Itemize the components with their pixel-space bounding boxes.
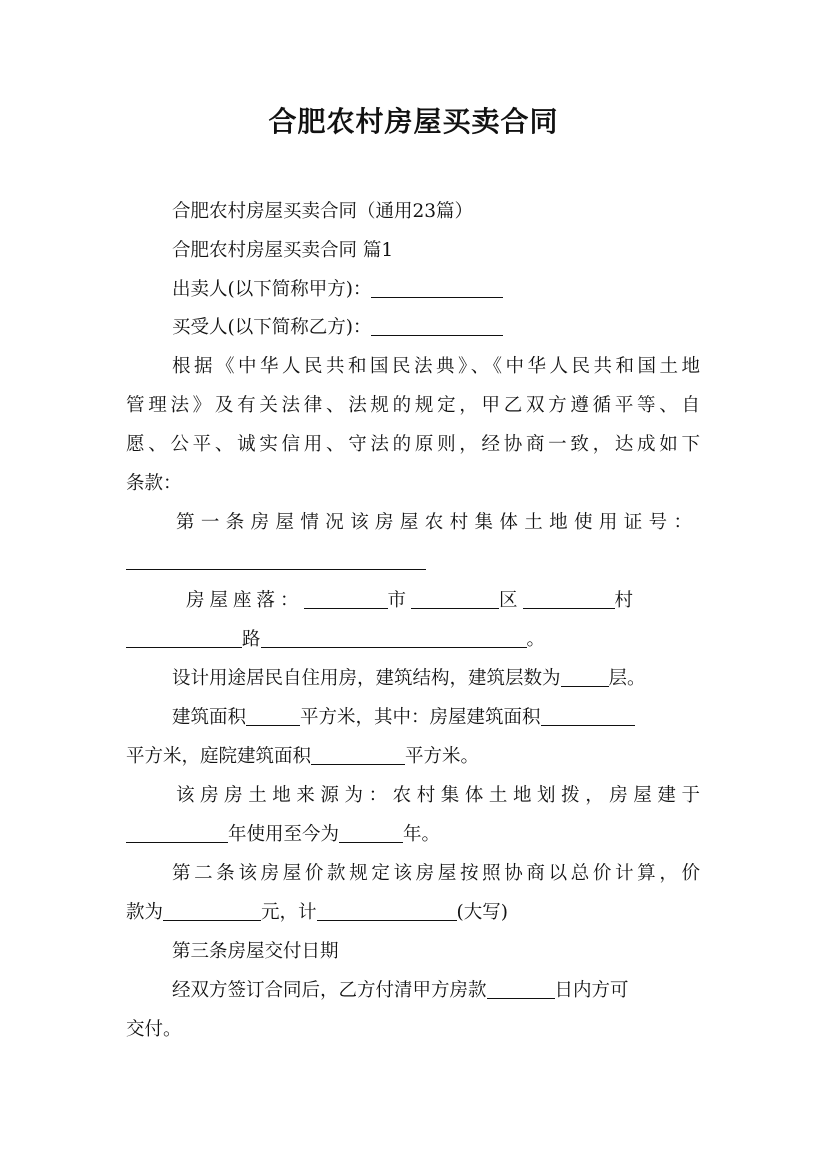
article-3-heading: 第三条房屋交付日期 (172, 941, 339, 962)
village-label: 村 (614, 590, 639, 611)
area-line (172, 706, 635, 730)
section-heading: 合肥农村房屋买卖合同 篇1 (172, 240, 394, 261)
road-blank (261, 629, 527, 648)
road-line (126, 628, 545, 652)
floors-unit: 层。 (608, 668, 646, 689)
road-end: 。 (526, 629, 546, 650)
delivery-text: 经双方签订合同后，乙方付清甲方房款 (172, 980, 487, 1001)
yard-area-label: 平方米，庭院建筑面积 (126, 746, 312, 767)
area-blank (246, 707, 300, 726)
road-prefix-blank (126, 629, 242, 648)
build-year-blank (126, 824, 228, 843)
preamble-line-2: 管理法》及有关法律、法规的规定，甲乙双方遵循平等、自 (126, 395, 700, 416)
seller-label: 出卖人(以下简称甲方)： (172, 279, 372, 300)
price-label: 款为 (126, 902, 164, 923)
road-label: 路 (242, 629, 261, 650)
years-used-unit: 年。 (403, 824, 441, 845)
preamble-line-1: 根据《中华人民共和国民法典》、《中华人民共和国土地 (172, 356, 700, 377)
land-source-line: 该房房土地来源为：农村集体土地划拨，房屋建于 (176, 785, 700, 806)
house-area-blank (541, 707, 635, 726)
yard-area-line (126, 745, 479, 769)
location-line (186, 589, 638, 613)
floors-blank (561, 668, 609, 687)
buyer-label: 买受人(以下简称乙方)： (172, 317, 372, 338)
delivery-days-label: 日内方可 (554, 980, 629, 1001)
price-words-note: (大写) (456, 902, 508, 923)
house-area-label: 平方米，其中：房屋建筑面积 (300, 707, 541, 728)
area-label: 建筑面积 (172, 707, 247, 728)
location-label: 房屋座落： (186, 590, 304, 611)
design-use-text: 设计用途居民自住用房，建筑结构，建筑层数为 (172, 668, 561, 689)
price-words-label: 元，计 (261, 902, 317, 923)
delivery-days-blank (487, 980, 555, 999)
buyer-line (172, 316, 503, 340)
district-blank (411, 590, 499, 609)
buyer-blank (371, 317, 503, 336)
build-year-label: 年使用至今为 (228, 824, 340, 845)
yard-area-unit: 平方米。 (405, 746, 480, 767)
article-1-heading: 第一条房屋情况该房屋农村集体土地使用证号： (176, 512, 692, 533)
village-blank (523, 590, 615, 609)
price-blank (163, 902, 261, 921)
build-year-line (126, 823, 440, 847)
delivery-line (172, 979, 629, 1003)
subtitle-line: 合肥农村房屋买卖合同（通用23篇） (172, 201, 474, 222)
land-cert-blank (126, 551, 426, 570)
document-title: 合肥农村房屋买卖合同 (268, 105, 559, 138)
price-words-blank (317, 902, 457, 921)
delivery-end-line: 交付。 (126, 1019, 182, 1040)
land-cert-blank-line (126, 550, 426, 574)
seller-line (172, 278, 503, 302)
district-label: 区 (499, 590, 523, 611)
city-label: 市 (387, 590, 412, 611)
city-blank (304, 590, 388, 609)
seller-blank (371, 279, 503, 298)
price-line (126, 901, 508, 925)
years-used-blank (339, 824, 403, 843)
design-use-line (172, 667, 646, 691)
yard-area-blank (311, 746, 405, 765)
article-2-heading: 第二条该房屋价款规定该房屋按照协商以总价计算，价 (172, 863, 700, 884)
preamble-line-4: 条款： (126, 473, 182, 494)
preamble-line-3: 愿、公平、诚实信用、守法的原则，经协商一致，达成如下 (126, 434, 700, 455)
